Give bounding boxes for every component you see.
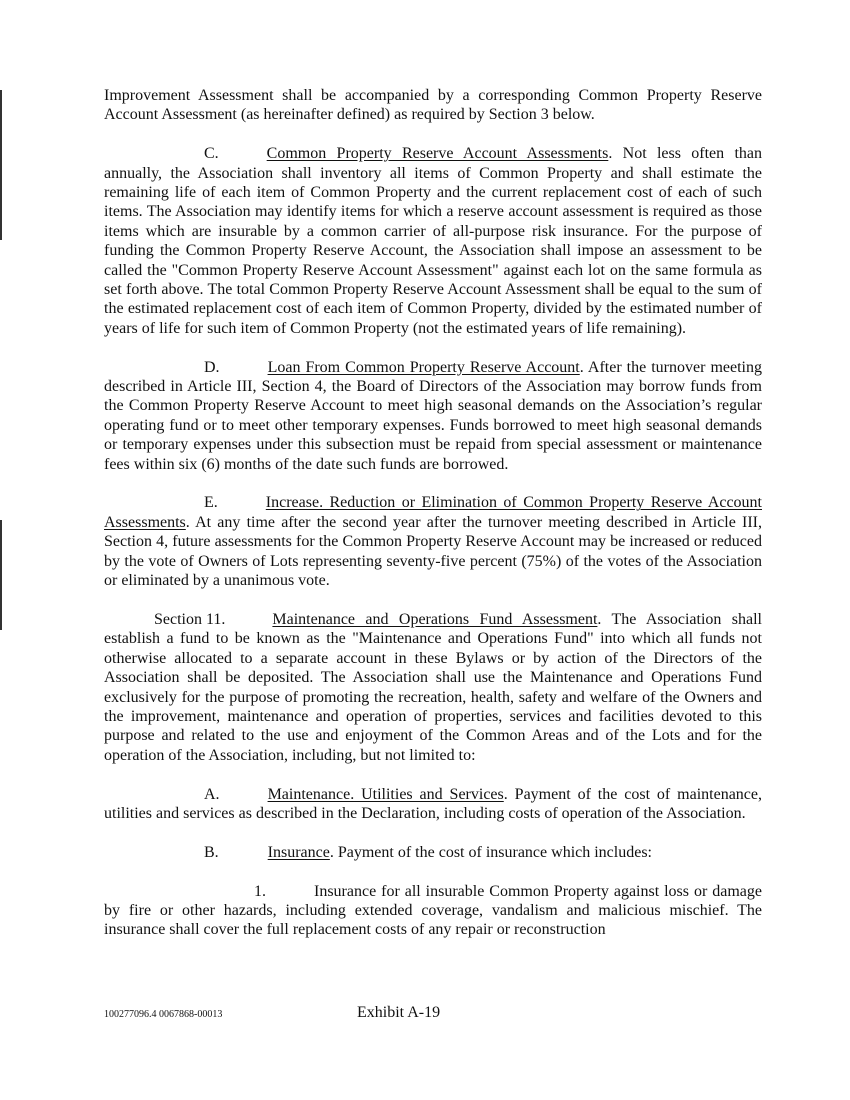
paragraph-label: B.: [204, 843, 219, 861]
paragraph-text: . At any time after the second year after the turnover meeting described in Article III, Section 4, future assessments for the Common Property Reserve Account may be increased or reduced by the vote of Owners of Lots representing seventy-five percent (75%) of the votes of the Association or eliminated by a unanimous vote.: [104, 513, 762, 590]
paragraph-label: E.: [204, 494, 218, 512]
paragraph-text: Improvement Assessment shall be accompanied by a corresponding Common Property Reserve Account Assessment (as hereinafter defined) as required by Section 3 below.: [104, 87, 762, 124]
paragraph-label: A.: [204, 785, 220, 803]
exhibit-label: Exhibit A-19: [357, 1004, 441, 1021]
paragraph-c: [104, 144, 762, 338]
paragraph-label: Section 11.: [154, 610, 226, 628]
paragraph-section-11: [104, 610, 762, 765]
paragraph-text: . Not less often than annually, the Association shall inventory all items of Common Property and shall estimate the remaining life of each item of Common Property and the current replacement cost of each of such items. The Association may identify items for which a reserve account assessment is required as those items which are insurable by a common carrier of all-purpose risk insurance. For the purpose of funding the Common Property Reserve Account, the Association shall impose an assessment to be called the "Common Property Reserve Account Assessment" against each lot on the same formula as set forth above. The total Common Property Reserve Account Assessment shall be equal to the sum of the estimated replacement cost of each item of Common Property, divided by the estimated number of years of life for such item of Common Property (not the estimated years of life remaining).: [104, 145, 762, 337]
paragraph-intro: [104, 86, 762, 125]
paragraph-text: . Payment of the cost of insurance which includes:: [329, 843, 652, 861]
paragraph-heading: Insurance: [267, 843, 330, 861]
paragraph-e: [104, 493, 762, 590]
document-id: 100277096.4 0067868-00013: [104, 1009, 223, 1020]
paragraph-text: Insurance for all insurable Common Property against loss or damage by fire or other hazards, including extended coverage, vandalism and malicious mischief. The insurance shall cover the full replacement costs of any repair or reconstruction: [104, 882, 762, 939]
scan-edge-mark: [0, 520, 2, 630]
paragraph-heading: Maintenance. Utilities and Services: [267, 785, 504, 803]
scan-edge-mark: [0, 90, 2, 240]
paragraph-heading: Loan From Common Property Reserve Account: [267, 358, 580, 376]
paragraph-text: . After the turnover meeting described in Article III, Section 4, the Board of Directors of the Association may borrow funds from the Common Property Reserve Account to meet high seasonal demands on the Association’s regular operating fund or to meet other temporary expenses. Funds borrowed to meet high seasonal demands or temporary expenses under this subsection must be repaid from special assessment or maintenance fees within six (6) months of the date such funds are borrowed.: [104, 358, 763, 473]
paragraph-label: 1.: [254, 882, 266, 900]
paragraph-b: [104, 843, 762, 862]
paragraph-heading: Increase. Reduction or Elimination of Common Property Reserve Account Assessments: [104, 494, 762, 531]
paragraph-heading: Maintenance and Operations Fund Assessment: [272, 610, 598, 628]
paragraph-a: [104, 785, 762, 824]
paragraph-heading: Common Property Reserve Account Assessments: [266, 145, 609, 163]
paragraph-text: . Payment of the cost of maintenance, utilities and services as described in the Declaration, including costs of operation of the Association.: [104, 785, 763, 822]
paragraph-d: [104, 358, 762, 474]
paragraph-text: . The Association shall establish a fund to be known as the "Maintenance and Operations Fund" into which all funds not otherwise allocated to a separate account in these Bylaws or by action of the Directors of the Association shall be deposited. The Association shall use the Maintenance and Operations Fund exclusively for the purpose of promoting the recreation, health, safety and welfare of the Owners and the improvement, maintenance and operation of properties, services and facilities devoted to this purpose and related to the use and enjoyment of the Common Areas and of the Lots and for the operation of the Association, including, but not limited to:: [104, 610, 762, 764]
paragraph-b1: [104, 882, 762, 940]
page-footer: [104, 1004, 764, 1026]
paragraph-label: D.: [204, 358, 220, 376]
document-body: [104, 86, 762, 940]
paragraph-label: C.: [204, 145, 219, 163]
